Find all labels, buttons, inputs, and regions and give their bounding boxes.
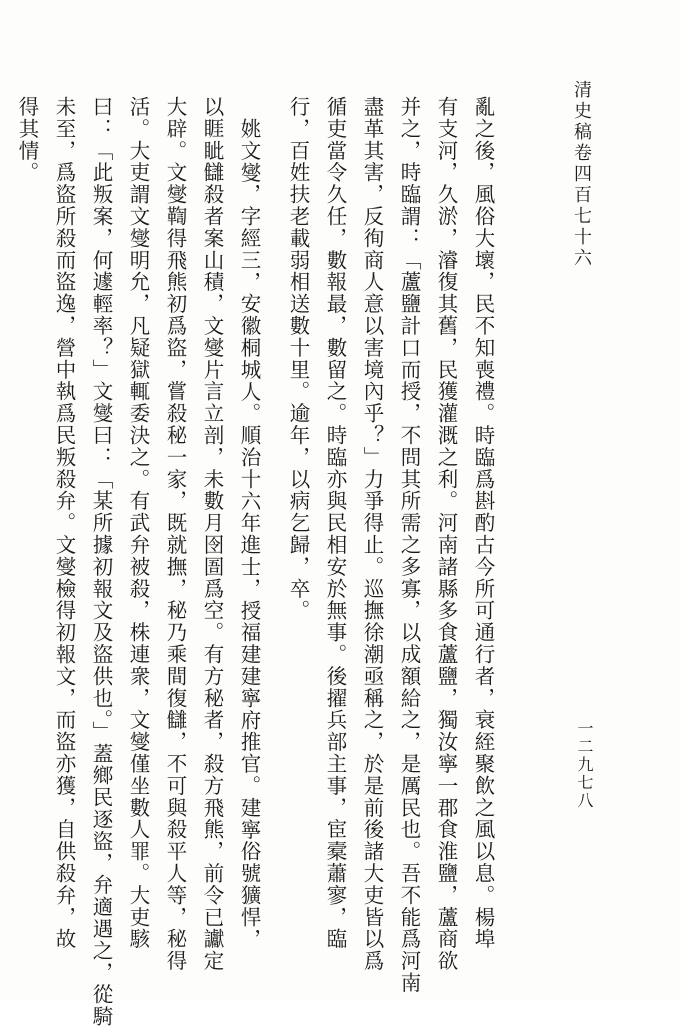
text-column: 亂之後，風俗大壞，民不知喪禮。時臨爲斟酌古今所可通行者，衰絰聚飲之風以息。楊埠 [471,96,495,951]
text-column: 并之，時臨謂：「蘆鹽計口而授，不問其所需之多寡，以成額給之，是厲民也。吾不能爲河南 [397,96,421,994]
page-number: 一二九七八 [575,720,594,810]
text-column: 盡革其害，反徇商人意以害境內乎？」力爭得止。巡撫徐潮亟稱之，於是前後諸大吏皆以爲 [360,96,384,972]
running-header: 清史稿卷四百七十六 [571,80,592,269]
text-column: 循吏當令久任，數報最，數留之。時臨亦與民相安於無事。後擢兵部主事，宦槖蕭寥，臨 [323,96,347,951]
text-column: 行，百姓扶老載弱相送數十里。逾年，以病乞歸，卒。 [286,96,310,622]
text-column: 有支河，久淤，濬復其舊，民獲灌溉之利。河南諸縣多食蘆鹽，獨汝寧一郡食淮鹽，蘆商欲 [434,96,458,972]
text-column-paragraph-start: 姚文燮，字經三，安徽桐城人。順治十六年進士，授福建建寧府推官。建寧俗號獷悍， [237,117,261,950]
text-column: 曰：「此叛案，何遽輕率？」文燮曰：「某所據初報文及盜供也。」蓋鄉民逐盜，弁適遇之，從騎 [89,96,113,1027]
text-column: 大辟。文燮鞫得飛熊初爲盜，嘗殺秘一家，既就撫，秘乃乘間復讎，不可與殺平人等，秘得 [163,96,187,972]
text-column: 未至，爲盜所殺而盜逸，營中執爲民叛殺弁。文燮檢得初報文，而盜亦獲，自供殺弁，故 [52,96,76,951]
text-column: 活。大吏謂文燮明允，凡疑獄輒委決之。有武弁被殺，株連衆，文燮僅坐數人罪。大吏駭 [126,96,150,951]
text-column: 以睚眦讎殺者案山積，文燮片言立剖，未數月囹圄爲空。有方秘者，殺方飛熊，前令已讞定 [200,96,224,972]
text-column: 得其情。 [15,96,39,184]
main-text-block [0,96,501,1027]
